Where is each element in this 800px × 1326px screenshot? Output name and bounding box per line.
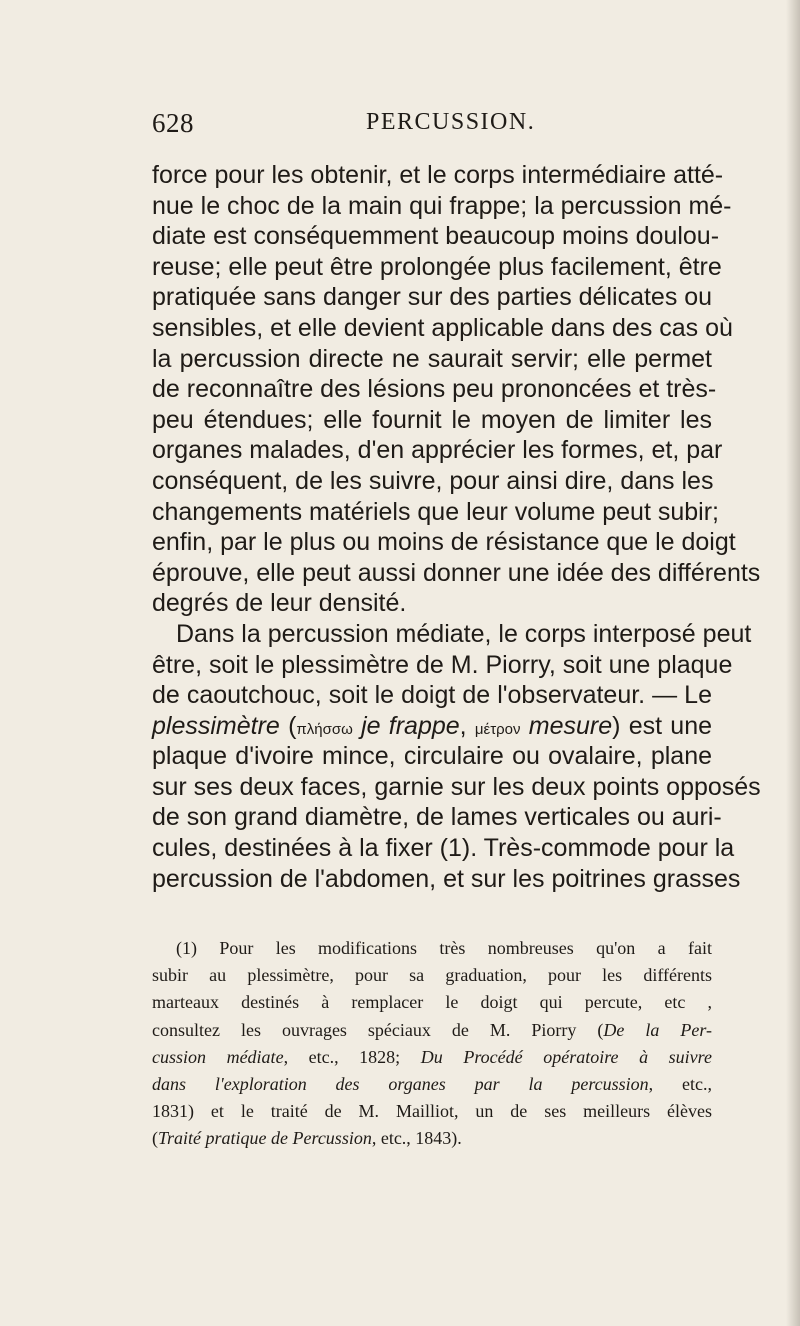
page-edge-shadow	[786, 0, 800, 1326]
footnote-line: marteaux destinés à remplacer le doigt qui percute, etc ,	[152, 992, 712, 1013]
body-line: de son grand diamètre, de lames verticales ou auri-	[152, 803, 722, 832]
body-line-plessimetre-definition	[152, 711, 712, 742]
body-line: éprouve, elle peut aussi donner une idée des différents	[152, 558, 761, 587]
footnote	[152, 935, 712, 1153]
footnote-title: dans l'exploration des organes par la percussion	[152, 1073, 649, 1094]
footnote-title: cussion médiate	[152, 1046, 284, 1067]
greek-word-metron: μέτρον	[474, 720, 521, 738]
body-line: diate est conséquemment beaucoup moins doulou-	[152, 222, 720, 251]
body-text	[152, 160, 761, 894]
footnote-line: 1831) et le traité de M. Mailliot, un de ses meilleurs élèves	[152, 1101, 712, 1122]
body-line: sensibles, et elle devient applicable dans des cas où	[152, 313, 733, 342]
body-line: reuse; elle peut être prolongée plus facilement, être	[152, 252, 722, 281]
body-line: force pour les obtenir, et le corps intermédiaire atté-	[152, 161, 724, 189]
body-line: Dans la percussion médiate, le corps interposé peut	[176, 619, 752, 648]
body-line: changements matériels que leur volume peut subir;	[152, 497, 719, 526]
footnote-line	[152, 1125, 712, 1152]
line-rest: ) est une	[612, 711, 712, 740]
body-line: cules, destinées à la fixer (1). Très-commode pour la	[152, 834, 735, 863]
footnote-line	[152, 1017, 712, 1044]
footnote-line: (1) Pour les modifications très nombreuses qu'on a fait	[176, 938, 712, 958]
page-header	[152, 108, 712, 148]
body-line: organes malades, d'en apprécier les formes, et, par	[152, 436, 723, 465]
footnote-line: subir au plessimètre, pour sa graduation, pour les différents	[152, 965, 712, 986]
body-line: de caoutchouc, soit le doigt de l'observateur. — Le	[152, 681, 712, 710]
footnote-line	[152, 1044, 712, 1071]
body-line: peu étendues; elle fournit le moyen de limiter les	[152, 405, 712, 434]
running-head: PERCUSSION.	[366, 109, 536, 135]
body-line: être, soit le plessimètre de M. Piorry, soit une plaque	[152, 650, 733, 679]
footnote-text: , etc.,	[648, 1073, 712, 1094]
footnote-text: consultez les ouvrages spéciaux de M. Piorry (	[152, 1019, 604, 1040]
greek-word-plesso: πλήσσω	[296, 720, 353, 738]
footnote-line	[152, 1071, 712, 1098]
comma: ,	[459, 711, 475, 740]
body-line: la percussion directe ne saurait servir; elle permet	[152, 344, 712, 373]
page-number: 628	[152, 108, 194, 138]
body-line: conséquent, de les suivre, pour ainsi dire, dans les	[152, 466, 714, 495]
body-line: percussion de l'abdomen, et sur les poitrines grasses	[152, 864, 741, 893]
body-line: degrés de leur densité.	[152, 589, 407, 618]
body-line: plaque d'ivoire mince, circulaire ou ovalaire, plane	[152, 742, 712, 771]
body-line: sur ses deux faces, garnie sur les deux points opposés	[152, 772, 761, 801]
term-plessimetre: plessimètre	[152, 711, 280, 740]
footnote-title: Du Procédé opératoire à suivre	[420, 1046, 712, 1067]
body-line: nue le choc de la main qui frappe; la percussion mé-	[152, 191, 732, 220]
body-line: enfin, par le plus ou moins de résistance que le doigt	[152, 528, 736, 557]
gloss-je-frappe: je frappe	[352, 711, 460, 740]
footnote-title: Traité pratique de Percussion	[158, 1128, 372, 1149]
gloss-mesure: mesure	[520, 711, 613, 740]
footnote-text: , etc., 1828;	[283, 1046, 421, 1067]
footnote-text: , etc., 1843).	[371, 1128, 462, 1149]
paren-open: (	[279, 711, 297, 740]
body-line: pratiquée sans danger sur des parties délicates ou	[152, 283, 713, 312]
footnote-title: De la Per-	[603, 1019, 712, 1040]
body-line: de reconnaître des lésions peu prononcées et très-	[152, 375, 717, 404]
footnote-text: (	[152, 1128, 158, 1149]
